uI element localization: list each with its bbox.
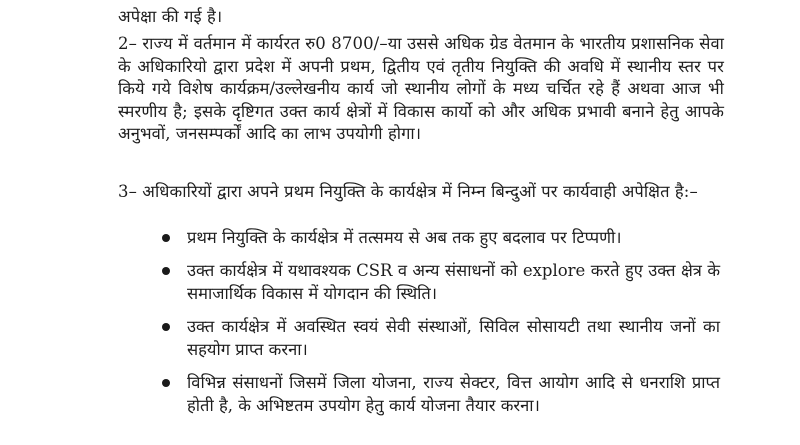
bullet-list xyxy=(160,226,720,427)
bullet-icon xyxy=(162,323,170,331)
bullet-icon xyxy=(162,267,170,275)
partial-line-top: अपेक्षा की गई है। xyxy=(118,7,223,26)
paragraph-3: 3– अधिकारियों द्वारा अपने प्रथम नियुक्ति के कार्यक्षेत्र में निम्न बिन्दुओं पर कार्यवाही अपेक्षित है:– xyxy=(118,182,698,201)
list-item-text: प्रथम नियुक्ति के कार्यक्षेत्र में तत्समय से अब तक हुए बदलाव पर टिप्पणी। xyxy=(187,228,622,247)
list-item-text: उक्त कार्यक्षेत्र में अवस्थित स्वयं सेवी संस्थाओं, सिविल सोसायटी तथा स्थानीय जनों का सहयोग प्राप्त करना। xyxy=(187,317,720,359)
list-item xyxy=(160,371,720,417)
list-item-text: विभिन्न संसाधनों जिसमें जिला योजना, राज्य सेक्टर, वित्त आयोग आदि से धनराशि प्राप्त होती है, के अभिष्टतम उपयोग हेतु कार्य योजना तैयार करना। xyxy=(187,373,720,415)
list-item xyxy=(160,315,720,361)
paragraph-2: 2– राज्य में वर्तमान में कार्यरत रु0 8700/–या उससे अधिक ग्रेड वेतमान के भारतीय प्रशासनिक सेवा के अधिकारियो द्वारा प्रदेश में अपनी प्रथम, द्वितीय एवं तृतीय नियुक्ति की अवधि में स्थानीय स्तर पर किये गये विशेष कार्यक्रम/उल्लेखनीय कार्य जो स्थानीय लोगों के मध्य चर्चित रहे हैं अथवा आज भी स्मरणीय है; इसके दृष्टिगत उक्त कार्य क्षेत्रों में विकास कार्यो को और अधिक प्रभावी बनाने हेतु आपके अनुभवों, जनसम्पर्कों आदि का लाभ उपयोगी होगा। xyxy=(118,34,724,144)
list-item xyxy=(160,259,720,305)
list-item-text: उक्त कार्यक्षेत्र में यथावश्यक CSR व अन्य संसाधनों को explore करते हुए उक्त क्षेत्र के समाजार्थिक विकास में योगदान की स्थिति। xyxy=(187,261,720,303)
list-item xyxy=(160,226,720,249)
bullet-icon xyxy=(162,379,170,387)
bullet-icon xyxy=(162,234,170,242)
